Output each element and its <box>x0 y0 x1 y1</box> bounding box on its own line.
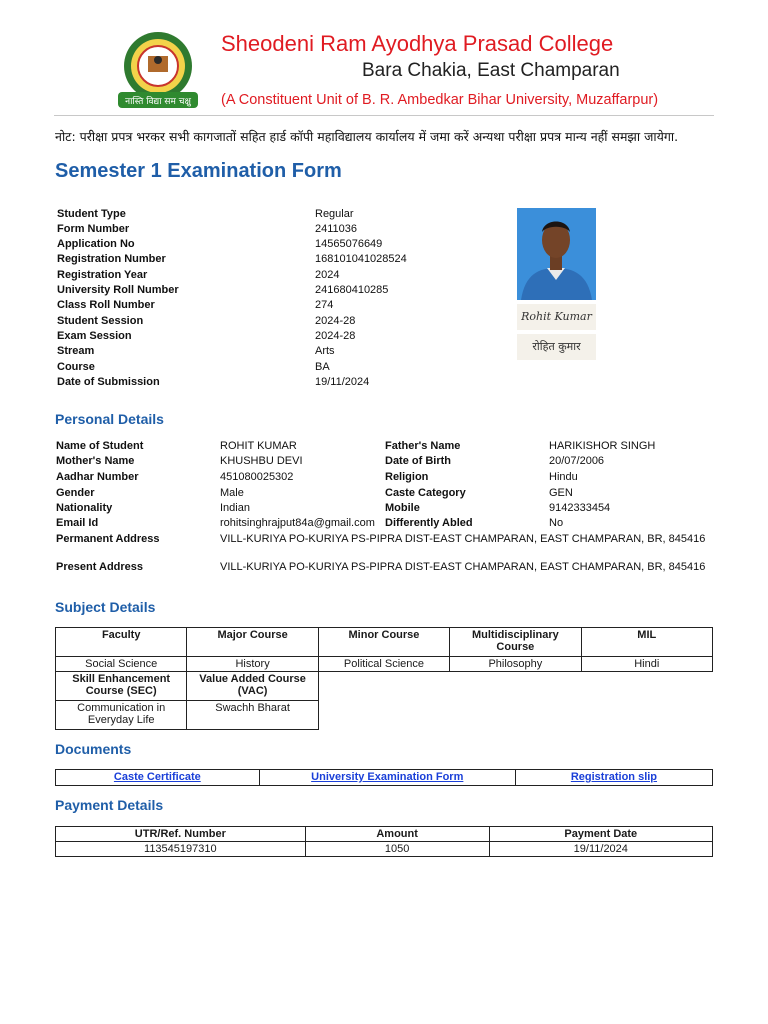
table-row <box>56 672 713 701</box>
table-row <box>56 827 713 842</box>
field-label: Class Roll Number <box>57 299 155 311</box>
present-address-label: Present Address <box>56 561 144 573</box>
table-header: Amount <box>305 827 489 842</box>
field-value: GEN <box>549 487 573 499</box>
field-label: Course <box>57 361 95 373</box>
empty-cell <box>450 672 581 701</box>
table-header: Payment Date <box>489 827 712 842</box>
empty-cell <box>318 672 449 701</box>
registration-slip-link[interactable]: Registration slip <box>570 771 658 783</box>
college-emblem-icon <box>112 30 204 112</box>
header-divider <box>54 115 714 116</box>
college-place: Bara Chakia, East Champaran <box>362 60 620 81</box>
field-label: Religion <box>385 471 429 483</box>
table-cell: Swachh Bharat <box>187 701 318 730</box>
table-header: Multidisciplinary Course <box>450 628 581 657</box>
document-cell <box>56 770 260 786</box>
field-value: 451080025302 <box>220 471 294 483</box>
field-value: No <box>549 517 564 529</box>
table-header: Value Added Course (VAC) <box>187 672 318 701</box>
table-cell: Social Science <box>56 657 187 672</box>
table-header: Faculty <box>56 628 187 657</box>
field-value: 19/11/2024 <box>315 376 370 388</box>
field-label: Date of Birth <box>385 455 451 467</box>
field-label: Student Type <box>57 208 126 220</box>
permanent-address: VILL-KURIYA PO-KURIYA PS-PIPRA DIST-EAST CHAMPARAN, EAST CHAMPARAN, BR, 845416 <box>220 533 706 545</box>
field-value: 2024-28 <box>315 315 356 327</box>
table-row <box>56 770 713 786</box>
field-value: 241680410285 <box>315 284 389 296</box>
field-label: Father's Name <box>385 440 461 452</box>
field-label: Exam Session <box>57 330 132 342</box>
table-cell: Hindi <box>581 657 712 672</box>
field-value: 168101041028524 <box>315 253 407 265</box>
submission-note: नोट: परीक्षा प्रपत्र भरकर सभी कागजातों सहित हार्ड कॉपी महाविद्यालय कार्यालय में जमा करें अन्यथा परीक्षा प्रपत्र मान्य नहीं समझा जायेगा. <box>55 129 679 144</box>
subject-details-title: Subject Details <box>55 599 156 615</box>
table-header: Major Course <box>187 628 318 657</box>
field-label: Caste Category <box>385 487 466 499</box>
field-label: Aadhar Number <box>56 471 139 483</box>
field-label: University Roll Number <box>57 284 179 296</box>
table-header: UTR/Ref. Number <box>56 827 306 842</box>
field-value: Hindu <box>549 471 578 483</box>
table-row <box>56 842 713 857</box>
field-value: Male <box>220 487 244 499</box>
signature-hindi: रोहित कुमार <box>517 334 596 360</box>
field-label: Application No <box>57 238 135 250</box>
field-value: Arts <box>315 345 335 357</box>
table-cell: 19/11/2024 <box>489 842 712 857</box>
field-value: Regular <box>315 208 354 220</box>
table-header: Skill Enhancement Course (SEC) <box>56 672 187 701</box>
field-label: Email Id <box>56 517 99 529</box>
permanent-address-label: Permanent Address <box>56 533 160 545</box>
field-value: Indian <box>220 502 250 514</box>
payment-table <box>55 826 713 857</box>
field-value: 20/07/2006 <box>549 455 605 467</box>
svg-text:नास्ति विद्या सम चक्षु: नास्ति विद्या सम चक्षु <box>125 97 191 107</box>
table-cell: 1050 <box>305 842 489 857</box>
present-address: VILL-KURIYA PO-KURIYA PS-PIPRA DIST-EAST CHAMPARAN, EAST CHAMPARAN, BR, 845416 <box>220 561 706 573</box>
university-exam-form-link[interactable]: University Examination Form <box>311 771 464 783</box>
field-value: 2411036 <box>315 223 358 235</box>
field-label: Differently Abled <box>385 517 473 529</box>
field-label: Mother's Name <box>56 455 135 467</box>
college-name: Sheodeni Ram Ayodhya Prasad College <box>221 31 614 56</box>
empty-cell <box>581 701 712 730</box>
table-cell: History <box>187 657 318 672</box>
document-cell <box>259 770 515 786</box>
field-value: KHUSHBU DEVI <box>220 455 303 467</box>
caste-certificate-link[interactable]: Caste Certificate <box>113 771 201 783</box>
table-header: Minor Course <box>318 628 449 657</box>
empty-cell <box>581 672 712 701</box>
table-cell: Political Science <box>318 657 449 672</box>
college-affiliation: (A Constituent Unit of B. R. Ambedkar Bihar University, Muzaffarpur) <box>221 92 659 108</box>
field-label: Registration Year <box>57 269 148 281</box>
email-value: rohitsinghrajput84a@gmail.com <box>220 517 375 529</box>
field-value: ROHIT KUMAR <box>220 440 297 452</box>
field-label: Student Session <box>57 315 144 327</box>
field-value: 9142333454 <box>549 502 611 514</box>
field-label: Nationality <box>56 502 113 514</box>
empty-cell <box>450 701 581 730</box>
table-row <box>56 657 713 672</box>
signature-english: Rohit Kumar <box>517 304 596 330</box>
field-value: 14565076649 <box>315 238 383 250</box>
student-photo <box>517 208 596 300</box>
field-label: Mobile <box>385 502 420 514</box>
field-label: Registration Number <box>57 253 166 265</box>
personal-details-title: Personal Details <box>55 411 164 427</box>
document-cell <box>515 770 712 786</box>
documents-table <box>55 769 713 786</box>
table-cell: Communication in Everyday Life <box>56 701 187 730</box>
table-header: MIL <box>581 628 712 657</box>
field-label: Date of Submission <box>57 376 160 388</box>
table-row <box>56 628 713 657</box>
field-value: HARIKISHOR SINGH <box>549 440 656 452</box>
table-row <box>56 701 713 730</box>
table-cell: 113545197310 <box>56 842 306 857</box>
subject-table <box>55 627 713 730</box>
field-label: Name of Student <box>56 440 144 452</box>
field-label: Stream <box>57 345 95 357</box>
form-title: Semester 1 Examination Form <box>55 160 342 182</box>
field-value: 2024-28 <box>315 330 356 342</box>
field-label: Form Number <box>57 223 130 235</box>
field-label: Gender <box>56 487 95 499</box>
empty-cell <box>318 701 449 730</box>
field-value: 2024 <box>315 269 340 281</box>
documents-title: Documents <box>55 741 132 757</box>
field-value: 274 <box>315 299 334 311</box>
table-cell: Philosophy <box>450 657 581 672</box>
payment-details-title: Payment Details <box>55 797 164 813</box>
field-value: BA <box>315 361 330 373</box>
